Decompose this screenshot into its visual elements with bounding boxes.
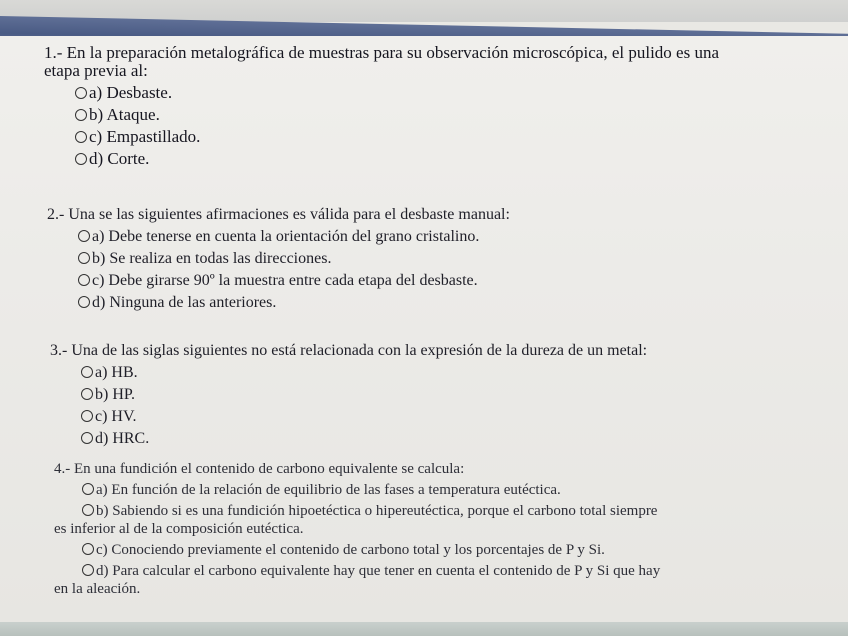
question-4-option-b-continuation: es inferior al de la composición eutéctica.: [54, 521, 304, 537]
question-3-option-c[interactable]: c) HV.: [50, 408, 647, 426]
radio-icon[interactable]: [82, 504, 94, 516]
question-1: [44, 44, 719, 168]
radio-icon[interactable]: [75, 109, 87, 121]
radio-icon[interactable]: [78, 252, 90, 264]
question-3-option-a[interactable]: a) HB.: [50, 364, 647, 382]
radio-icon[interactable]: [81, 388, 93, 400]
radio-icon[interactable]: [75, 131, 87, 143]
monitor-bottom-edge: [0, 622, 848, 636]
question-1-option-a[interactable]: a) Desbaste.: [44, 84, 719, 102]
question-3-stem: 3.- Una de las siglas siguientes no está relacionada con la expresión de la dureza de un metal:: [50, 342, 648, 359]
question-1-option-c[interactable]: c) Empastillado.: [44, 128, 719, 146]
question-3: [50, 342, 647, 448]
radio-icon[interactable]: [75, 153, 87, 165]
question-4-option-b[interactable]: b) Sabiendo si es una fundición hipoetéctica o hipereutéctica, porque el carbono total siempre: [54, 502, 660, 520]
radio-icon[interactable]: [81, 432, 93, 444]
radio-icon[interactable]: [78, 230, 90, 242]
question-4-option-d-continuation: en la aleación.: [54, 581, 141, 597]
question-1-option-d[interactable]: d) Corte.: [44, 150, 719, 168]
radio-icon[interactable]: [78, 274, 90, 286]
question-4-option-a[interactable]: a) En función de la relación de equilibrio de las fases a temperatura eutéctica.: [54, 481, 660, 499]
question-1-stem-continuation: etapa previa al:: [44, 61, 148, 80]
question-4-option-c[interactable]: c) Conociendo previamente el contenido de carbono total y los porcentajes de P y Si.: [54, 541, 660, 559]
question-4-option-d[interactable]: d) Para calcular el carbono equivalente hay que tener en cuenta el contenido de P y Si que hay: [54, 562, 660, 580]
question-1-stem: 1.- En la preparación metalográfica de muestras para su observación microscópica, el pulido es una: [44, 43, 720, 62]
radio-icon[interactable]: [75, 87, 87, 99]
question-2-stem: 2.- Una se las siguientes afirmaciones es válida para el desbaste manual:: [47, 206, 510, 223]
question-2-option-d[interactable]: d) Ninguna de las anteriores.: [47, 294, 510, 312]
question-1-option-b[interactable]: b) Ataque.: [44, 106, 719, 124]
radio-icon[interactable]: [81, 366, 93, 378]
question-2-option-b[interactable]: b) Se realiza en todas las direcciones.: [47, 250, 510, 268]
radio-icon[interactable]: [81, 410, 93, 422]
radio-icon[interactable]: [82, 564, 94, 576]
question-4: [54, 460, 660, 598]
radio-icon[interactable]: [82, 543, 94, 555]
question-2: [47, 206, 510, 312]
radio-icon[interactable]: [82, 483, 94, 495]
question-2-option-a[interactable]: a) Debe tenerse en cuenta la orientación del grano cristalino.: [47, 228, 510, 246]
question-3-option-d[interactable]: d) HRC.: [50, 430, 647, 448]
question-4-stem: 4.- En una fundición el contenido de carbono equivalente se calcula:: [54, 461, 465, 477]
radio-icon[interactable]: [78, 296, 90, 308]
question-2-option-c[interactable]: c) Debe girarse 90º la muestra entre cada etapa del desbaste.: [47, 272, 510, 290]
question-3-option-b[interactable]: b) HP.: [50, 386, 647, 404]
